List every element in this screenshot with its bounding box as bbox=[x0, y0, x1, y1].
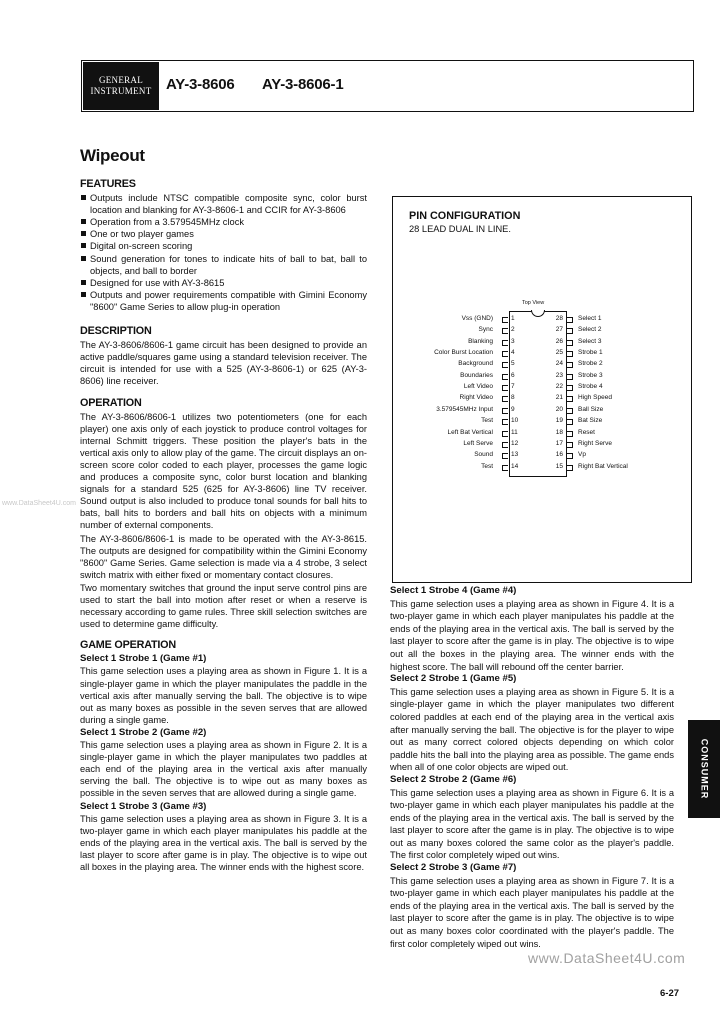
left-pin-stub bbox=[502, 396, 508, 402]
right-pin-name: Right Serve bbox=[578, 439, 612, 447]
left-pin-name: Left Serve bbox=[463, 439, 493, 447]
game-5-title: Select 2 Strobe 1 (Game #5) bbox=[390, 673, 517, 685]
game-3-title: Select 1 Strobe 3 (Game #3) bbox=[80, 800, 207, 812]
feature-item: Digital on-screen scoring bbox=[80, 240, 367, 252]
right-pin-number: 17 bbox=[555, 439, 563, 447]
features-list bbox=[80, 192, 367, 313]
game-4-text: This game selection uses a playing area as shown in Figure 4. It is a two-player game in which each player manipulates his paddle at the ends of the playing area in the vertical axis. The ball is served by the last player to score after the game is in play. The objective is to wipe out all the boxes in the playing area. The winner ends with the highest score. The ball will rebound off the center barrier. bbox=[390, 598, 674, 672]
watermark-right: www.DataSheet4U.com bbox=[528, 950, 686, 966]
right-pin-stub bbox=[567, 396, 573, 402]
operation-heading: OPERATION bbox=[80, 396, 142, 409]
game-7-title: Select 2 Strobe 3 (Game #7) bbox=[390, 862, 517, 874]
right-pin-stub bbox=[567, 328, 573, 334]
game-5-text: This game selection uses a playing area as shown in Figure 5. It is a single-player game in which the player manipulates two different colored paddles at each end of the playing area in the vertical axis after manually serving the ball. The objective is for the player to wipe out as many correct colored objects depending on which color paddle hits the ball into the playing area as possible. The game ends when all of one color objects are wiped out. bbox=[390, 686, 674, 773]
right-pin-name: Strobe 4 bbox=[578, 383, 603, 391]
pin-row bbox=[395, 450, 685, 461]
feature-item: Designed for use with AY-3-8615 bbox=[80, 277, 367, 289]
feature-item: Outputs and power requirements compatible with Gimini Economy "8600" Game Series to allow plug-in operation bbox=[80, 289, 367, 313]
left-pin-name: 3.579545MHz Input bbox=[436, 405, 493, 413]
right-pin-stub bbox=[567, 351, 573, 357]
left-pin-number: 2 bbox=[511, 326, 515, 334]
left-pin-stub bbox=[502, 453, 508, 459]
pin-row bbox=[395, 382, 685, 393]
pin-row bbox=[395, 462, 685, 473]
left-pin-name: Sound bbox=[474, 451, 493, 459]
left-pin-number: 14 bbox=[511, 462, 519, 470]
operation-paragraph-2: The AY-3-8606/8606-1 is made to be operated with the AY-3-8615. The outputs are designed for compatibility within the Gimini Economy "8600" Game Series. Game selection is made via a 4 strobe, 3 select switch matrix with either fixed or momentary contact closures. bbox=[80, 533, 367, 580]
right-pin-number: 28 bbox=[555, 315, 563, 322]
right-pin-number: 27 bbox=[555, 326, 563, 334]
right-pin-name: Select 1 bbox=[578, 315, 602, 322]
right-pin-stub bbox=[567, 408, 573, 414]
pin-row bbox=[395, 405, 685, 416]
left-pin-stub bbox=[502, 431, 508, 437]
right-pin-number: 20 bbox=[555, 405, 563, 413]
features-heading: FEATURES bbox=[80, 178, 136, 190]
left-pin-stub bbox=[502, 340, 508, 346]
left-pin-number: 11 bbox=[511, 428, 518, 436]
description-text: The AY-3-8606/8606-1 game circuit has been designed to provide an active paddle/squares game using a standard television receiver. The circuit is intended for use with a 525 (AY-3-8606-1) or 625 (AY-3-8606) line receiver. bbox=[80, 340, 367, 387]
right-column bbox=[390, 585, 674, 950]
left-pin-stub bbox=[502, 317, 508, 323]
watermark-left: www.DataSheet4U.com bbox=[2, 500, 76, 507]
game-6-text: This game selection uses a playing area as shown in Figure 6. It is a two-player game in which each player manipulates his paddle at the ends of the playing area in the vertical axis. The ball is served by the last player to score after the game is in play. The objective is to wipe out as many boxes colored the same color as the player's paddle. The first color completely wiped out wins. bbox=[390, 787, 674, 861]
left-pin-name: Color Burst Location bbox=[434, 349, 493, 357]
right-pin-stub bbox=[567, 340, 573, 346]
left-pin-number: 8 bbox=[511, 394, 515, 402]
right-pin-number: 16 bbox=[555, 451, 563, 459]
left-column bbox=[80, 178, 367, 874]
operation-paragraph-1: The AY-3-8606/8606-1 utilizes two potentiometers (one for each player) one axis only of each joystick to produce control voltages for internal Schmitt triggers. These position the player's bats in the vertical axis only to allow play of the game. The circuit displays an on-screen score color coded to each player, processes the game logic and produces a composite sync, color burst location and blanking signals for a standard 525 (625 for AY-3-8606) line TV receiver. Sound output is also included to produce tonal sounds for ball hits to bats, ball hits to borders and ball hits on objects with a minimum number of external components. bbox=[80, 411, 367, 531]
pin-row bbox=[395, 439, 685, 450]
feature-item: Sound generation for tones to indicate hits of ball to bat, ball to objects, and ball to border bbox=[80, 253, 367, 277]
left-pin-stub bbox=[502, 408, 508, 414]
right-pin-stub bbox=[567, 453, 573, 459]
right-pin-number: 24 bbox=[555, 360, 563, 368]
left-pin-number: 4 bbox=[511, 349, 515, 357]
game-7-text: This game selection uses a playing area as shown in Figure 7. It is a two-player game in which each player manipulates his paddle at the ends of the playing area in the vertical axis. The ball is served by the last player to score after the game is in play. The objective is to wipe out as many boxes color coordinated with the player's paddle. The first color completely wiped out wins. bbox=[390, 875, 674, 949]
right-pin-name: Select 3 bbox=[578, 337, 602, 345]
right-pin-name: Right Bat Vertical bbox=[578, 462, 628, 470]
left-pin-number: 1 bbox=[511, 315, 515, 322]
company-logo bbox=[83, 62, 159, 110]
page-title: Wipeout bbox=[80, 146, 145, 165]
right-pin-name: Reset bbox=[578, 428, 595, 436]
game-2-text: This game selection uses a playing area as shown in Figure 2. It is a single-player game in which the player manipulates two paddles at each end of the playing area in the vertical axis after manually serving the ball. The objective is to wipe out as many boxes as possible in the seven serves that are allowed during a single game. bbox=[80, 740, 367, 799]
game-3-text: This game selection uses a playing area as shown in Figure 3. It is a two-player game in which each player manipulates his paddle at the ends of the playing area in the vertical axis. The ball is served by the last player to score after game is in play. The objective is to wipe out all boxes in the playing area. The winner ends with the highest score. bbox=[80, 813, 367, 872]
left-pin-stub bbox=[502, 362, 508, 368]
pin-row bbox=[395, 348, 685, 359]
right-pin-stub bbox=[567, 465, 573, 471]
feature-item: Operation from a 3.579545MHz clock bbox=[80, 216, 367, 228]
left-pin-name: Background bbox=[458, 360, 493, 368]
left-pin-number: 13 bbox=[511, 451, 519, 459]
right-pin-number: 15 bbox=[555, 462, 563, 470]
right-pin-stub bbox=[567, 419, 573, 425]
right-pin-stub bbox=[567, 317, 573, 323]
right-pin-stub bbox=[567, 431, 573, 437]
section-tab bbox=[688, 720, 720, 818]
left-pin-name: Right Video bbox=[459, 394, 493, 402]
right-pin-stub bbox=[567, 374, 573, 380]
game-operation-heading: GAME OPERATION bbox=[80, 639, 176, 652]
part-number-a: AY-3-8606 bbox=[166, 76, 235, 93]
description-heading: DESCRIPTION bbox=[80, 325, 152, 338]
left-pin-number: 10 bbox=[511, 417, 519, 425]
game-1-title: Select 1 Strobe 1 (Game #1) bbox=[80, 653, 207, 665]
logo-line-2: INSTRUMENT bbox=[90, 86, 152, 96]
right-pin-number: 23 bbox=[555, 371, 563, 379]
left-pin-name: Left Video bbox=[463, 383, 493, 391]
left-pin-name: Blanking bbox=[468, 337, 493, 345]
pin-row bbox=[395, 325, 685, 336]
left-pin-stub bbox=[502, 374, 508, 380]
left-pin-stub bbox=[502, 442, 508, 448]
right-pin-number: 19 bbox=[555, 417, 563, 425]
left-pin-stub bbox=[502, 328, 508, 334]
left-pin-number: 9 bbox=[511, 405, 515, 413]
pin-row bbox=[395, 371, 685, 382]
left-pin-name: Sync bbox=[478, 326, 493, 334]
pin-row bbox=[395, 393, 685, 404]
right-pin-name: Bat Size bbox=[578, 417, 603, 425]
pin-row bbox=[395, 359, 685, 370]
right-pin-name: Strobe 2 bbox=[578, 360, 603, 368]
game-2-title: Select 1 Strobe 2 (Game #2) bbox=[80, 726, 207, 738]
logo-line-1: GENERAL bbox=[98, 75, 144, 85]
game-1-text: This game selection uses a playing area as shown in Figure 1. It is a single-player game in which the player manipulates the paddle in the vertical axis after manually serving the ball. The objective is to wipe out as many boxes as possible in the seven serves that are allowed during a single game. bbox=[80, 666, 367, 725]
left-pin-number: 3 bbox=[511, 337, 515, 345]
left-pin-name: Left Bat Vertical bbox=[447, 428, 493, 436]
left-pin-number: 6 bbox=[511, 371, 515, 379]
right-pin-number: 26 bbox=[555, 337, 563, 345]
left-pin-number: 5 bbox=[511, 360, 515, 368]
left-pin-name: Boundaries bbox=[460, 371, 493, 379]
left-pin-stub bbox=[502, 419, 508, 425]
game-4-title: Select 1 Strobe 4 (Game #4) bbox=[390, 585, 517, 596]
pin-row bbox=[395, 314, 685, 325]
right-pin-name: Ball Size bbox=[578, 405, 604, 413]
feature-item: One or two player games bbox=[80, 228, 367, 240]
pin-row bbox=[395, 416, 685, 427]
left-pin-number: 12 bbox=[511, 439, 519, 447]
left-pin-name: Vss (GND) bbox=[461, 315, 493, 322]
game-6-title: Select 2 Strobe 2 (Game #6) bbox=[390, 773, 517, 785]
left-pin-stub bbox=[502, 465, 508, 471]
right-pin-name: Strobe 1 bbox=[578, 349, 603, 357]
pin-row bbox=[395, 337, 685, 348]
right-pin-name: High Speed bbox=[578, 394, 612, 402]
right-pin-stub bbox=[567, 442, 573, 448]
left-pin-name: Test bbox=[481, 417, 493, 425]
top-view-label: Top View bbox=[522, 300, 545, 306]
pin-configuration-subtitle: 28 LEAD DUAL IN LINE. bbox=[409, 224, 511, 234]
feature-item: Outputs include NTSC compatible composite sync, color burst location and blanking for AY-3-8606-1 and CCIR for AY-3-8606 bbox=[80, 192, 367, 216]
left-pin-name: Test bbox=[481, 462, 493, 470]
right-pin-number: 22 bbox=[555, 383, 563, 391]
pin-configuration-title: PIN CONFIGURATION bbox=[409, 210, 521, 222]
left-pin-stub bbox=[502, 385, 508, 391]
operation-paragraph-3: Two momentary switches that ground the input serve control pins are used to start the ball into motion after reset or when a reserve is necessary according to game rules. Three skill selection switches are used to determine game difficulty. bbox=[80, 582, 367, 630]
right-pin-name: Strobe 3 bbox=[578, 371, 603, 379]
left-pin-number: 7 bbox=[511, 383, 515, 391]
right-pin-stub bbox=[567, 362, 573, 368]
right-pin-stub bbox=[567, 385, 573, 391]
pin-row bbox=[395, 428, 685, 439]
right-pin-number: 21 bbox=[555, 394, 563, 402]
part-number-b: AY-3-8606-1 bbox=[262, 76, 344, 93]
right-pin-number: 18 bbox=[555, 428, 563, 436]
right-pin-number: 25 bbox=[555, 349, 563, 357]
right-pin-name: Select 2 bbox=[578, 326, 602, 334]
left-pin-stub bbox=[502, 351, 508, 357]
page-number: 6-27 bbox=[660, 988, 680, 999]
right-pin-name: Vp bbox=[578, 451, 586, 459]
section-tab-label: CONSUMER bbox=[699, 738, 710, 800]
